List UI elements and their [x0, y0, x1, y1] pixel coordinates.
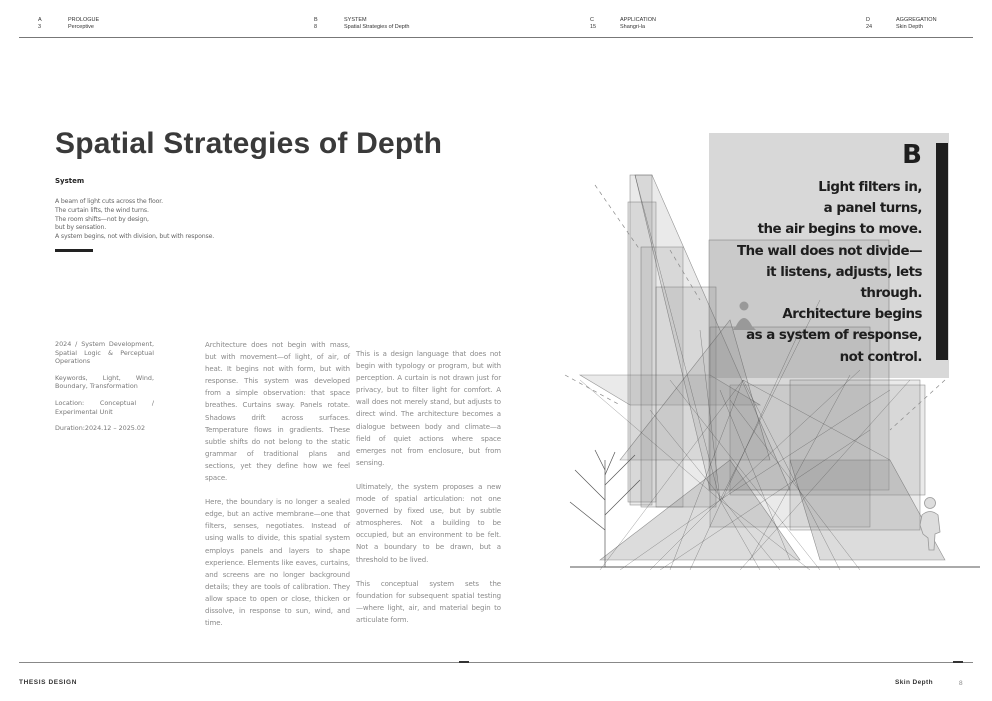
poem-line: through. — [860, 286, 922, 302]
project-meta — [55, 340, 154, 441]
page-number: 8 — [959, 680, 963, 687]
paragraph: Ultimately, the system proposes a new mode of spatial articulation: not one governed by fixed use, but by subtle atmospheres. Not a building to be occupied, but an environment to be felt. Not a boundary to be drawn, but a threshold to be lived. — [356, 482, 501, 564]
nav-letter: A — [38, 17, 42, 23]
nav-section: PROLOGUE — [68, 17, 100, 23]
footer-marker — [953, 661, 963, 663]
nav-letter: D — [866, 17, 870, 23]
top-navigation — [0, 0, 992, 40]
nav-title: Shangri-la — [620, 24, 646, 30]
footer-marker — [459, 661, 469, 663]
intro-line: but by sensation. — [55, 224, 107, 232]
nav-page-number: 24 — [866, 24, 873, 30]
intro-line: The curtain lifts, the wind turns. — [55, 206, 149, 214]
meta-duration: Duration:2024.12 – 2025.02 — [55, 424, 146, 433]
page-title: Spatial Strategies of Depth — [55, 127, 443, 160]
meta-location: Location: Conceptual / Experimental Unit — [55, 398, 154, 416]
poem-line: not control. — [839, 349, 922, 365]
meta-project: 2024 / System Development, Spatial Logic & Perceptual Operations — [55, 340, 154, 366]
feature-accent-bar — [936, 143, 948, 360]
section-label: System — [55, 177, 85, 185]
poem-line: as a system of response, — [746, 328, 922, 344]
poem-line: Architecture begins — [782, 307, 922, 323]
poem-line: the air begins to move. — [757, 222, 922, 238]
nav-page-number: 3 — [38, 24, 42, 30]
feature-poem — [737, 177, 922, 368]
paragraph: Here, the boundary is no longer a sealed edge, but an active membrane—one that filters, senses, negotiates. Instead of using walls to divide, this spatial system employs panels and layers to shape experience. Elements like eaves, curtains, and screens are no longer background details; they are tools of calibration. They allow space to open or close, thicken or dissolve, in response to sun, wind, and time. — [205, 498, 350, 628]
nav-section: AGGREGATION — [896, 17, 937, 23]
accent-bar — [55, 249, 93, 252]
body-column-2 — [356, 348, 501, 638]
poem-line: Light filters in, — [818, 180, 922, 195]
chapter-letter: B — [902, 140, 922, 170]
nav-title: Skin Depth — [896, 24, 923, 30]
poem-line: it listens, adjusts, lets — [766, 264, 922, 280]
body-column-1 — [205, 339, 350, 641]
nav-section: SYSTEM — [344, 17, 367, 23]
intro-line: The room shifts—not by design, — [55, 215, 149, 223]
nav-letter: C — [590, 17, 594, 23]
nav-page-number: 15 — [590, 24, 597, 30]
poem-line: The wall does not divide— — [736, 243, 922, 259]
meta-keywords: Keywords, Light, Wind, Boundary, Transformation — [55, 373, 154, 391]
nav-title: Perceptive — [68, 24, 94, 30]
nav-letter: B — [314, 17, 318, 23]
paragraph: Architecture does not begin with mass, but with movement—of light, of air, of heat. It begins not with form, but with response. This system was developed from a simple observation: that space breathes. Curtains sway. Panels rotate. Shadows drift across surfaces. Temperature flows in gradients. These subtle shifts do not belong to the static grammar of traditional plans and sections, yet they define how we feel space. — [205, 341, 350, 483]
intro-text — [55, 198, 214, 242]
footer-chapter: Skin Depth — [895, 679, 933, 686]
nav-page-number: 8 — [314, 24, 318, 30]
footer-divider — [19, 662, 973, 663]
footer-title: THESIS DESIGN — [19, 679, 78, 686]
intro-line: A beam of light cuts across the floor. — [55, 198, 163, 205]
paragraph: This conceptual system sets the foundation for subsequent spatial testing—where light, air, and material begin to articulate form. — [356, 579, 501, 624]
nav-section: APPLICATION — [620, 17, 656, 23]
paragraph: This is a design language that does not begin with typology or program, but with perception. A curtain is not drawn just for privacy, but to filter light for comfort. A wall does not merely stand, but adjusts to direct wind. The architecture becomes a dialogue between body and climate—a field of quiet actions where space emerges not from enclosure, but from sensing. — [356, 350, 501, 467]
poem-line: a panel turns, — [823, 201, 922, 217]
nav-title: Spatial Strategies of Depth — [344, 24, 410, 30]
header-divider — [19, 37, 973, 38]
intro-line: A system begins, not with division, but with response. — [55, 233, 215, 241]
